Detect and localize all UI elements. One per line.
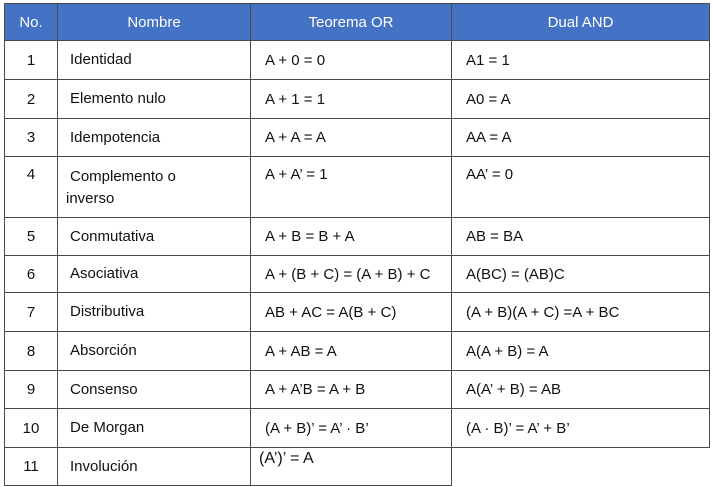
- cell-and: A(BC) = (AB)C: [452, 256, 710, 293]
- cell-and: [452, 448, 710, 486]
- cell-or: A + (B + C) = (A + B) + C: [251, 256, 452, 293]
- cell-name: Identidad: [58, 41, 251, 80]
- cell-and: AA’ = 0: [452, 157, 710, 218]
- cell-or: A + A’ = 1: [251, 157, 452, 218]
- cell-name: Conmutativa: [58, 218, 251, 256]
- cell-no: 4: [5, 157, 58, 218]
- cell-name: Absorción: [58, 332, 251, 371]
- cell-or: A + 1 = 1: [251, 80, 452, 119]
- cell-name: Involución: [58, 448, 251, 486]
- cell-or: A + 0 = 0: [251, 41, 452, 80]
- cell-no: 2: [5, 80, 58, 119]
- table-row: [5, 409, 710, 448]
- cell-and: A1 = 1: [452, 41, 710, 80]
- cell-and: A0 = A: [452, 80, 710, 119]
- header-name: Nombre: [58, 4, 251, 41]
- table-row: [5, 293, 710, 332]
- cell-or: (A’)’ = A: [251, 448, 452, 486]
- cell-name-line-2: inverso: [66, 190, 115, 207]
- cell-or: A + A = A: [251, 119, 452, 157]
- cell-and: A(A + B) = A: [452, 332, 710, 371]
- cell-no: 9: [5, 371, 58, 409]
- cell-name-line-1: Complemento o: [70, 168, 176, 185]
- cell-name: Asociativa: [58, 256, 251, 293]
- cell-and: (A + B)(A + C) =A + BC: [452, 293, 710, 332]
- cell-no: 11: [5, 448, 58, 486]
- cell-or: AB + AC = A(B + C): [251, 293, 452, 332]
- cell-name: Idempotencia: [58, 119, 251, 157]
- header-and: Dual AND: [452, 4, 710, 41]
- cell-and: A(A’ + B) = AB: [452, 371, 710, 409]
- table-row: [5, 218, 710, 256]
- cell-no: 3: [5, 119, 58, 157]
- cell-no: 5: [5, 218, 58, 256]
- cell-no: 7: [5, 293, 58, 332]
- table-row: [5, 41, 710, 80]
- table-row: [5, 157, 710, 218]
- table-row: [5, 119, 710, 157]
- cell-no: 1: [5, 41, 58, 80]
- cell-name: Consenso: [58, 371, 251, 409]
- header-or: Teorema OR: [251, 4, 452, 41]
- header-row: [5, 4, 710, 41]
- cell-name: Elemento nulo: [58, 80, 251, 119]
- cell-name: Distributiva: [58, 293, 251, 332]
- cell-no: 8: [5, 332, 58, 371]
- table-row: [5, 80, 710, 119]
- table-row: [5, 448, 710, 486]
- cell-and: (A · B)’ = A’ + B’: [452, 409, 710, 448]
- table-row: [5, 371, 710, 409]
- cell-name: [58, 157, 251, 218]
- table-row: [5, 332, 710, 371]
- cell-or: A + B = B + A: [251, 218, 452, 256]
- table-row: [5, 256, 710, 293]
- cell-and: AA = A: [452, 119, 710, 157]
- boolean-theorems-table: [4, 3, 710, 486]
- cell-or: A + A’B = A + B: [251, 371, 452, 409]
- cell-or: (A + B)’ = A’ · B’: [251, 409, 452, 448]
- cell-name: De Morgan: [58, 409, 251, 448]
- cell-no: 10: [5, 409, 58, 448]
- cell-or: A + AB = A: [251, 332, 452, 371]
- header-no: No.: [5, 4, 58, 41]
- cell-no: 6: [5, 256, 58, 293]
- cell-and: AB = BA: [452, 218, 710, 256]
